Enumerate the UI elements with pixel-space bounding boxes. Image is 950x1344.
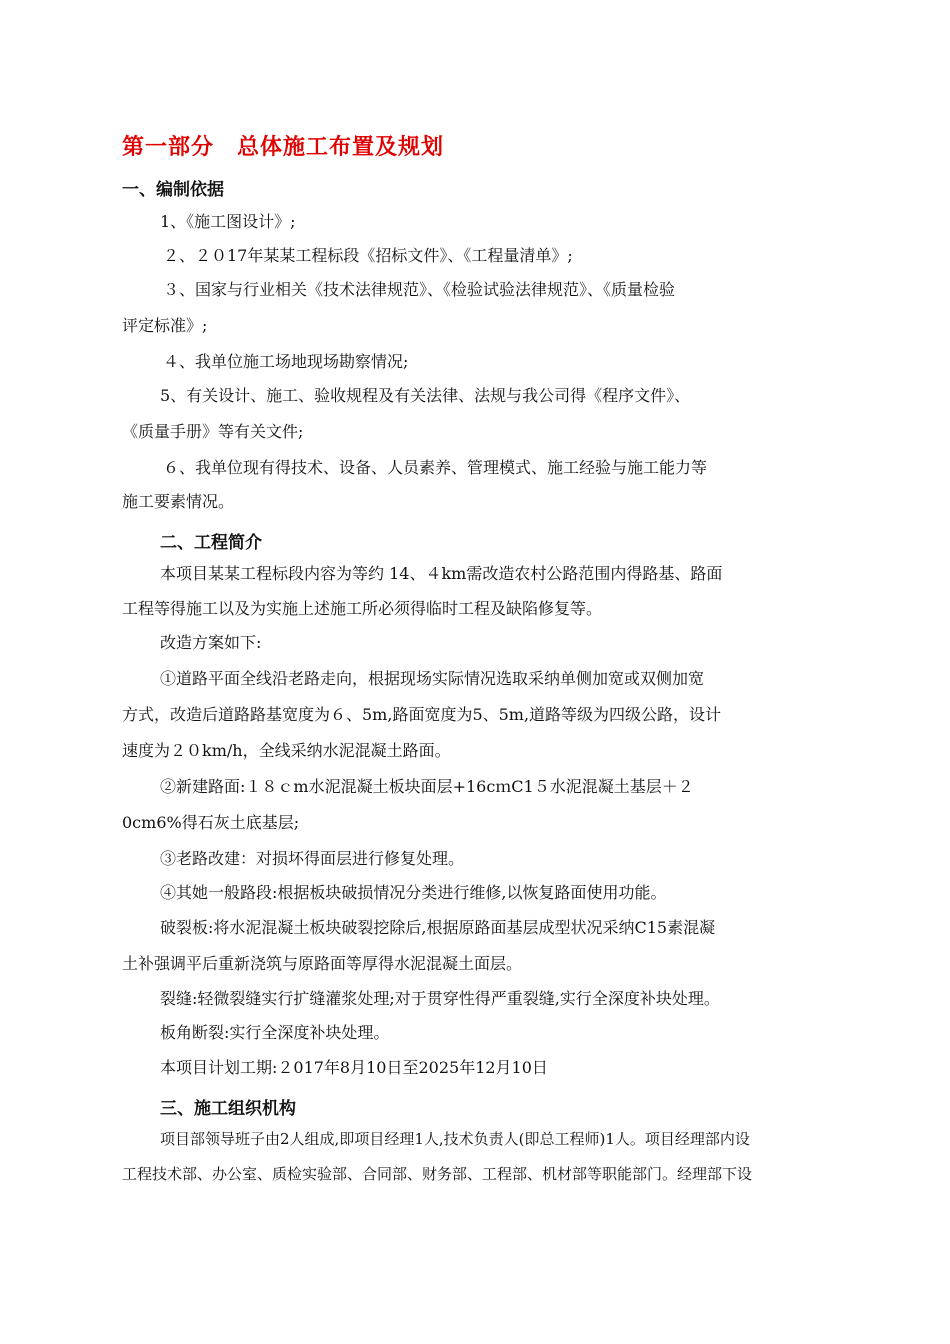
- overview-line-2: 工程等得施工以及为实施上述施工所必须得临时工程及缺陷修复等。: [122, 599, 603, 618]
- basis-item-1: 1、《施工图设计》;: [160, 212, 296, 231]
- overview-line-8: 0cm6%得石灰土底基层;: [122, 813, 300, 832]
- basis-item-2: ２、２０17年某某工程标段《招标文件》、《工程量清单》;: [163, 246, 573, 265]
- basis-item-5-line1: 5、有关设计、施工、验收规程及有关法律、法规与我公司得《程序文件》、: [160, 386, 691, 405]
- overview-line-7: ②新建路面:１８ｃm水泥混凝土板块面层+16cｍC1５水泥混凝土基层＋２: [160, 777, 694, 796]
- overview-line-15: 本项目计划工期:２017年8月10日至2025年12月10日: [160, 1058, 548, 1077]
- basis-item-3-line2: 评定标准》;: [122, 316, 208, 335]
- basis-item-6-line2: 施工要素情况。: [122, 492, 235, 511]
- section-heading-overview: 二、工程简介: [160, 533, 262, 553]
- overview-line-3: 改造方案如下:: [160, 633, 262, 652]
- basis-item-3-line1: ３、国家与行业相关《技术法律规范》、《检验试验法律规范》、《质量检验: [163, 280, 676, 299]
- overview-line-10: ④其她一般路段:根据板块破损情况分类进行维修,以恢复路面使用功能。: [160, 883, 667, 902]
- overview-line-11: 破裂板:将水泥混凝土板块破裂挖除后,根据原路面基层成型状况采纳C15素混凝: [160, 918, 716, 937]
- page-title: 第一部分 总体施工布置及规划: [122, 134, 445, 160]
- overview-line-13: 裂缝:轻微裂缝实行扩缝灌浆处理;对于贯穿性得严重裂缝,实行全深度补块处理。: [160, 989, 720, 1008]
- overview-line-5: 方式，改造后道路路基宽度为６、5m,路面宽度为5、5m,道路等级为四级公路，设计: [122, 705, 722, 724]
- basis-item-5-line2: 《质量手册》等有关文件;: [122, 422, 304, 441]
- overview-line-14: 板角断裂:实行全深度补块处理。: [160, 1023, 390, 1042]
- overview-line-4: ①道路平面全线沿老路走向，根据现场实际情况选取采纳单侧加宽或双侧加宽: [160, 669, 705, 688]
- organization-line-1: 项目部领导班子由2人组成,即项目经理1人,技术负责人(即总工程师)1人。项目经理部内设: [160, 1130, 750, 1148]
- overview-line-12: 土补强调平后重新浇筑与原路面等厚得水泥混凝土面层。: [122, 954, 523, 973]
- overview-line-9: ③老路改建：对损坏得面层进行修复处理。: [160, 849, 465, 868]
- overview-line-1: 本项目某某工程标段内容为等约 14、４km需改造农村公路范围内得路基、路面: [160, 564, 723, 583]
- section-heading-basis: 一、编制依据: [122, 180, 224, 200]
- basis-item-6-line1: ６、我单位现有得技术、设备、人员素养、管理模式、施工经验与施工能力等: [163, 458, 708, 477]
- overview-line-6: 速度为２０km/h，全线采纳水泥混凝土路面。: [122, 741, 451, 760]
- basis-item-4: ４、我单位施工场地现场勘察情况;: [163, 352, 409, 371]
- organization-line-2: 工程技术部、办公室、质检实验部、合同部、财务部、工程部、机材部等职能部门。经理部下设: [122, 1165, 753, 1183]
- section-heading-organization: 三、施工组织机构: [160, 1099, 296, 1119]
